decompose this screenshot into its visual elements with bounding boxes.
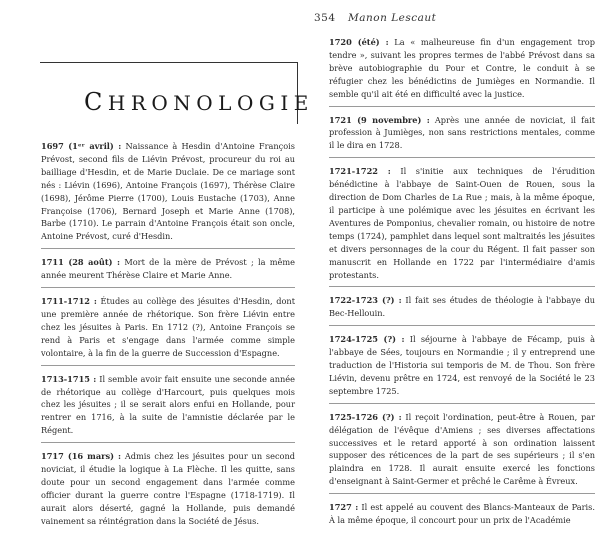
chronology-entry <box>329 411 595 494</box>
chronology-entry <box>41 295 295 366</box>
entry-date: 1725-1726 (?) : <box>329 411 402 422</box>
right-column <box>329 36 595 539</box>
entry-text: La « malheureuse fin d'un engagement trop tendre », suivant les propres termes de l'abbé Prévost dans sa brève autobiographie du Pour et Contre, le conduit à se réfugier chez les bénédictins de Jumièges en Normandie. Il semble qu'il ait été en difficulté avec la justice. <box>329 37 595 99</box>
chronology-entry <box>41 450 295 532</box>
entry-text: Il fait ses études de théologie à l'abbaye du Bec-Hellouin. <box>329 295 595 319</box>
chronology-entry <box>329 165 595 287</box>
section-title <box>84 88 314 116</box>
entry-date: 1724-1725 (?) : <box>329 334 405 345</box>
entry-text: Il semble avoir fait ensuite une seconde année de rhétorique au collège d'Harcourt, puis quelques mois chez les jésuites ; il se serait alors enfui en Hollande, pour rentrer en 1716, à la suite de l'amnistie déclarée par le Régent. <box>41 373 295 436</box>
entry-date: 1717 (16 mars) : <box>41 451 122 462</box>
entry-date: 1721-1722 : <box>329 166 391 177</box>
section-title-initial: C <box>84 88 108 116</box>
entry-text: Après une année de noviciat, il fait profession à Jumièges, non sans restrictions mentales, comme il le dira en 1728. <box>329 114 595 151</box>
entry-text: Naissance à Hesdin d'Antoine François Prévost, second fils de Liévin Prévost, procureur du roi au bailliage d'Hesdin, et de Marie Duclaie. De ce mariage sont nés : Liévin (1696), Antoine François (1697), Thérèse Claire (1698), Jérôme Pierre (1700), Louis Eustache (1703), Anne Françoise (1706), Bernard Joseph et Marie Anne (1708), Barbe (1710). Le parrain d'Antoine François était son oncle, Antoine Prévost, curé d'Hesdin. <box>41 141 295 242</box>
entry-date: 1713-1715 : <box>41 373 97 384</box>
entry-text: Il reçoit l'ordination, peut-être à Rouen, par délégation de l'évêque d'Amiens ; ses diverses affectations successives et le retard apporté à son ordination laissent supposer des réticences de la part de ses supérieurs ; il s'en plaindra en 1728. Il aurait ensuite exercé les fonctions d'enseignant à Saint-Germer et prêché le Carême à Évreux. <box>329 411 595 487</box>
section-title-rest: HRONOLOGIE <box>107 91 314 115</box>
entry-date: 1697 (1ᵉʳ avril) : <box>41 141 122 151</box>
entry-date: 1711 (28 août) : <box>41 257 121 268</box>
left-column <box>41 140 295 540</box>
entry-date: 1721 (9 novembre) : <box>329 114 430 125</box>
entry-date: 1727 : <box>329 502 359 513</box>
chronology-entry <box>41 373 295 444</box>
chronology-entry <box>41 140 295 249</box>
entry-text: Il s'initie aux techniques de l'érudition bénédictine à l'abbaye de Saint-Ouen de Rouen, sous la direction de Dom Charles de La Rue ; mais, à la même époque, il participe à une polémique avec les jésuites en écrivant les Aventures de Pomponius, chevalier romain, ou histoire de notre temps (1724), pamphlet dans lequel sont maltraités les jésuites et divers personnages de la cour du Régent. Il fait passer son manuscrit en Hollande en 1722 par l'intermédiaire d'amis protestants. <box>329 166 595 280</box>
running-title: Manon Lescaut <box>348 12 437 24</box>
chronology-entry <box>329 294 595 326</box>
page-number: 354 <box>314 12 336 24</box>
entry-text: Il est appelé au couvent des Blancs-Manteaux de Paris. À la même époque, il concourt pour un prix de l'Académie <box>329 502 595 526</box>
chronology-entry <box>329 501 595 532</box>
chronology-entry <box>329 333 595 404</box>
entry-text: Admis chez les jésuites pour un second noviciat, il étudie la logique à La Flèche. Il les quitte, sans doute pour un second engagement dans l'armée comme officier durant la guerre contre l'Espagne (1718-1719). Il aurait alors déserté, gagné la Hollande, puis demandé vainement sa réintégration dans la Société de Jésus. <box>41 451 295 526</box>
chronology-entry <box>41 256 295 288</box>
entry-date: 1711-1712 : <box>41 296 97 307</box>
entry-date: 1720 (été) : <box>329 37 389 47</box>
entry-date: 1722-1723 (?) : <box>329 295 402 306</box>
entry-text: Il séjourne à l'abbaye de Fécamp, puis à l'abbaye de Sées, toujours en Normandie ; il y entreprend une traduction de l'Historia sui temporis de M. de Thou. Son frère Liévin, devenu prêtre en 1724, est renvoyé de la Société le 23 septembre 1725. <box>329 334 595 396</box>
chronology-entry <box>329 114 595 159</box>
entry-text: Études au collège des jésuites d'Hesdin, dont une première année de rhétorique. Son frère Liévin entre chez les jésuites à Paris. En 1712 (?), Antoine François se rend à Paris et s'engage dans l'armée comme simple volontaire, à la fin de la guerre de Succession d'Espagne. <box>41 296 295 358</box>
entry-text: Mort de la mère de Prévost ; la même année meurent Thérèse Claire et Marie Anne. <box>41 257 295 281</box>
chronology-entry <box>329 36 595 107</box>
